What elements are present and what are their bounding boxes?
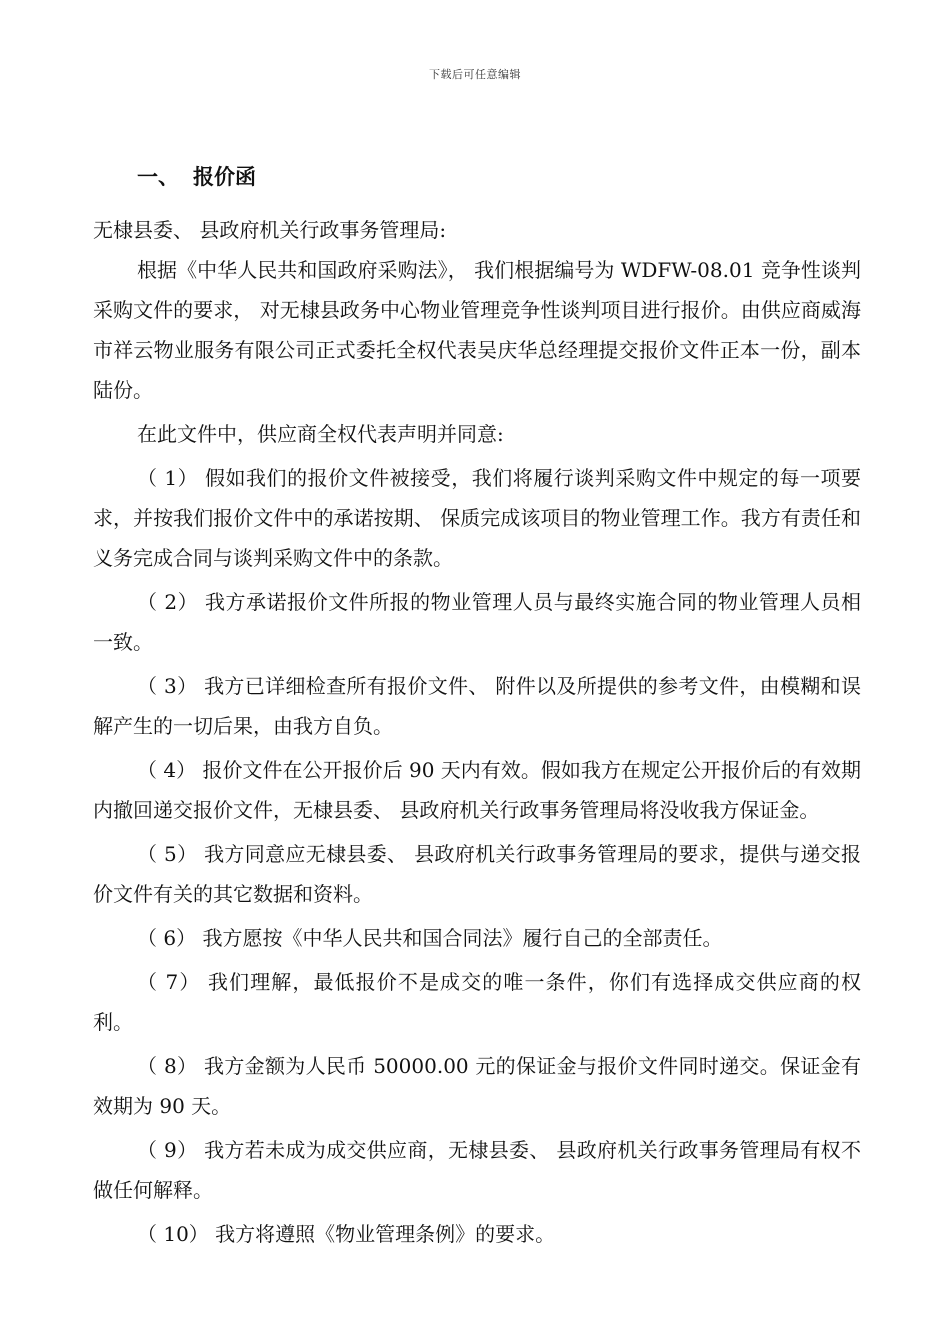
clause-item-7: （ 7） 我们理解，最低报价不是成交的唯一条件，你们有选择成交供应商的权利。: [93, 970, 861, 1034]
clause-item-3: （ 3） 我方已详细检查所有报价文件、 附件以及所提供的参考文件，由模糊和误解产生的一切后果，由我方自负。: [93, 674, 861, 738]
section-number: 一、: [137, 165, 179, 189]
intro-paragraph: 根据《中华人民共和国政府采购法》， 我们根据编号为 WDFW-08.01 竞争性谈判采购文件的要求， 对无棣县政务中心物业管理竞争性谈判项目进行报价。由供应商威海市祥云物业服务有限公司正式委托全权代表吴庆华总经理提交报价文件正本一份，副本陆份。: [93, 258, 861, 402]
clause-item-4: （ 4） 报价文件在公开报价后 90 天内有效。假如我方在规定公开报价后的有效期内撤回递交报价文件，无棣县委、 县政府机关行政事务管理局将没收我方保证金。: [93, 758, 861, 822]
clause-item-8: （ 8） 我方金额为人民币 50000.00 元的保证金与报价文件同时递交。保证金有效期为 90 天。: [93, 1054, 861, 1118]
clause-item-5: （ 5） 我方同意应无棣县委、 县政府机关行政事务管理局的要求，提供与递交报价文件有关的其它数据和资料。: [93, 842, 861, 906]
section-heading: [137, 160, 861, 194]
page-header-note: 下载后可任意编辑: [429, 68, 521, 81]
addressee-line: 无棣县委、 县政府机关行政事务管理局:: [93, 218, 447, 242]
clause-item-10: （ 10） 我方将遵照《物业管理条例》的要求。: [137, 1222, 556, 1246]
document-body: [93, 160, 861, 1254]
clause-item-6: （ 6） 我方愿按《中华人民共和国合同法》履行自己的全部责任。: [137, 926, 723, 950]
section-title: 报价函: [193, 165, 256, 189]
clause-item-1: （ 1） 假如我们的报价文件被接受，我们将履行谈判采购文件中规定的每一项要求，并按我们报价文件中的承诺按期、 保质完成该项目的物业管理工作。我方有责任和义务完成合同与谈判采购文件中的条款。: [93, 466, 861, 570]
clause-item-9: （ 9） 我方若未成为成交供应商，无棣县委、 县政府机关行政事务管理局有权不做任何解释。: [93, 1138, 861, 1202]
clause-item-2: （ 2） 我方承诺报价文件所报的物业管理人员与最终实施合同的物业管理人员相一致。: [93, 590, 861, 654]
declaration-paragraph: 在此文件中，供应商全权代表声明并同意:: [137, 422, 504, 446]
